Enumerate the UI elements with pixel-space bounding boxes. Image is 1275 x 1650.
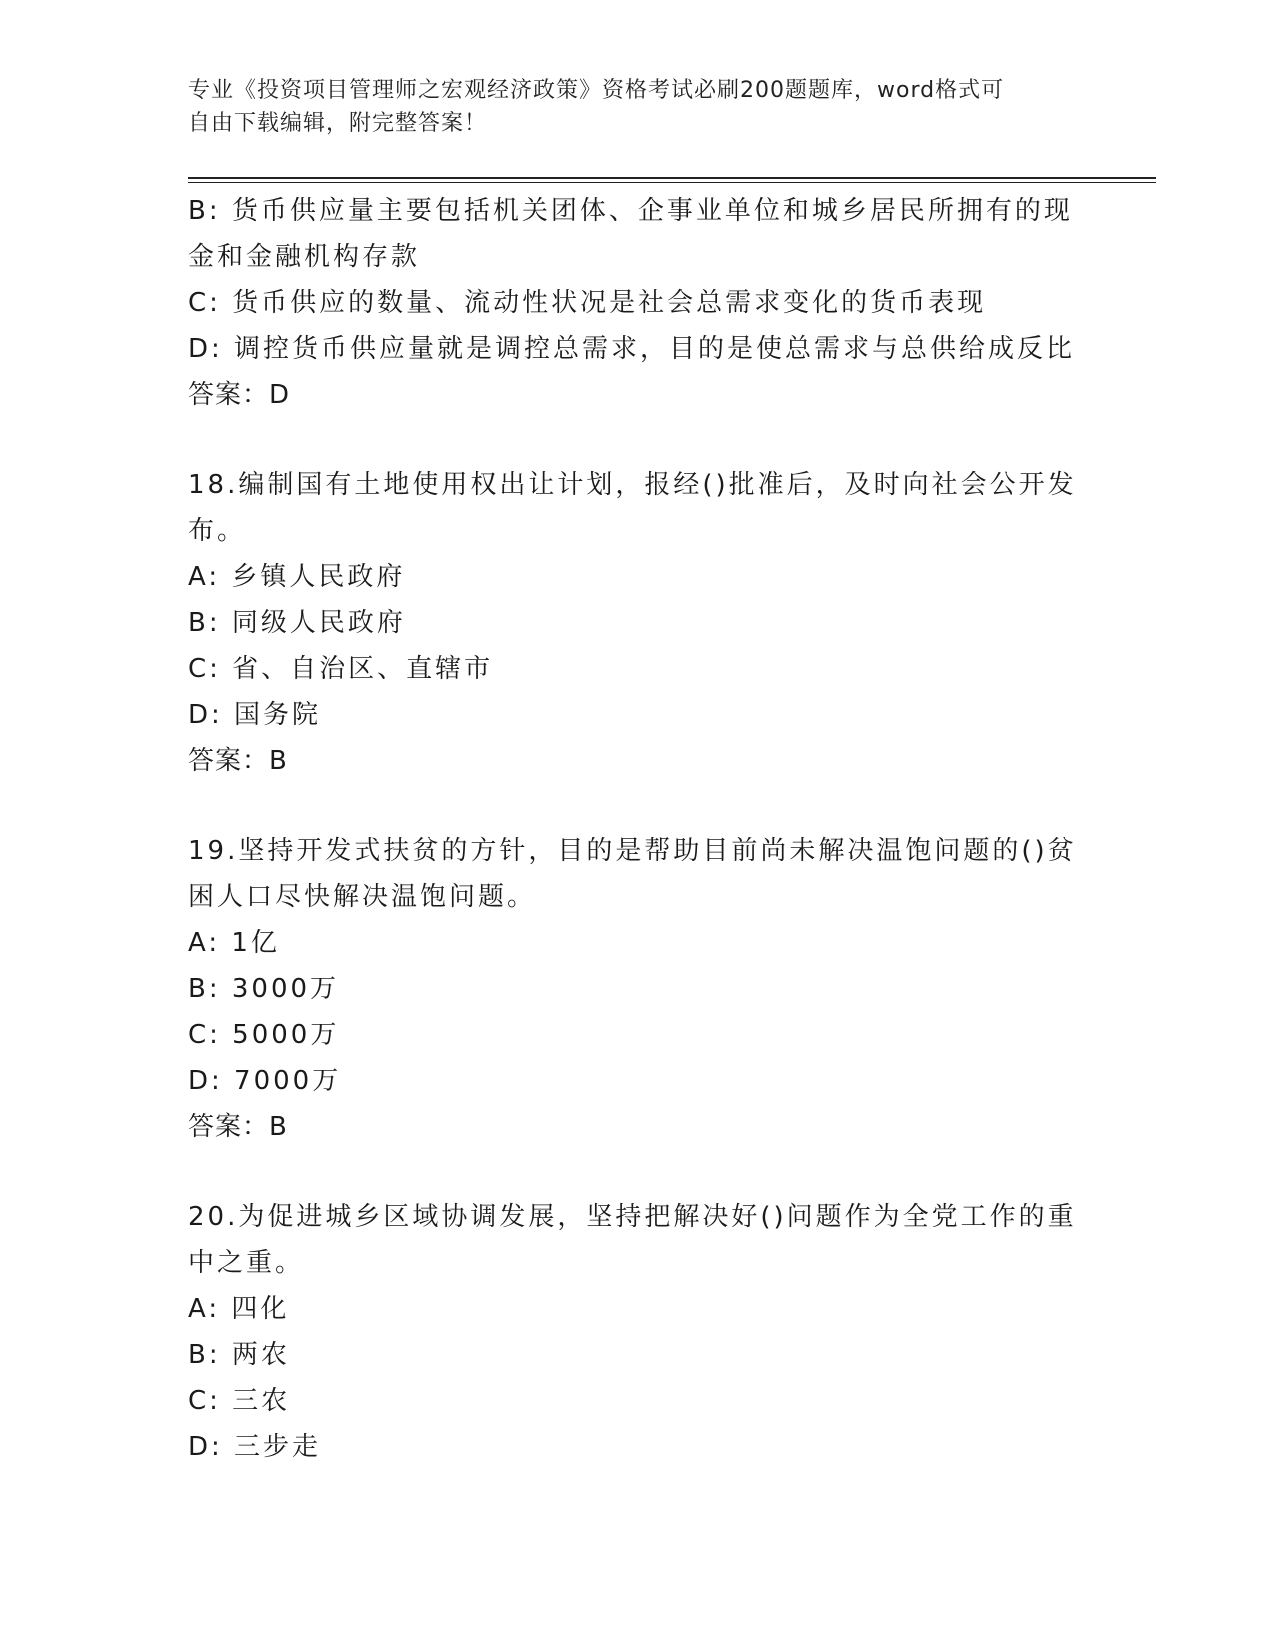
answer-line: 答案：B [188,1112,288,1142]
spacer [188,418,1078,462]
question-content [188,188,1078,1470]
option-c: C: 货币供应的数量、流动性状况是社会总需求变化的货币表现 [188,288,987,318]
option-a: A: 乡镇人民政府 [188,562,406,592]
option-d: D: 国务院 [188,700,322,730]
option-b: B: 3000万 [188,974,340,1004]
document-header: 专业《投资项目管理师之宏观经济政策》资格考试必刷200题题库，word格式可 自由下载编辑，附完整答案！ [188,78,1005,136]
question-stem-continued: 中之重。 [188,1248,305,1278]
option-b-continued: 金和金融机构存款 [188,242,421,272]
header-rule [188,177,1156,179]
option-a: A: 1亿 [188,928,280,958]
question-stem: 18.编制国有土地使用权出让计划，报经()批准后，及时向社会公开发 [188,470,1077,500]
option-d: D: 三步走 [188,1432,322,1462]
option-a: A: 四化 [188,1294,290,1324]
question-stem-continued: 布。 [188,516,247,546]
answer-line: 答案：D [188,380,291,410]
question-stem-continued: 困人口尽快解决温饱问题。 [188,882,537,912]
question-stem: 20.为促进城乡区域协调发展，坚持把解决好()问题作为全党工作的重 [188,1202,1077,1232]
option-b: B: 两农 [188,1340,290,1370]
option-c: C: 三农 [188,1386,291,1416]
option-b: B: 同级人民政府 [188,608,406,638]
header-rule-thin [188,182,1156,183]
spacer [188,784,1078,828]
answer-line: 答案：B [188,746,288,776]
option-b: B: 货币供应量主要包括机关团体、企事业单位和城乡居民所拥有的现 [188,196,1073,226]
question-stem: 19.坚持开发式扶贫的方针，目的是帮助目前尚未解决温饱问题的()贫 [188,836,1077,866]
option-c: C: 5000万 [188,1020,340,1050]
option-d: D: 调控货币供应量就是调控总需求，目的是使总需求与总供给成反比 [188,334,1076,364]
option-d: D: 7000万 [188,1066,342,1096]
spacer [188,1150,1078,1194]
option-c: C: 省、自治区、直辖市 [188,654,494,684]
